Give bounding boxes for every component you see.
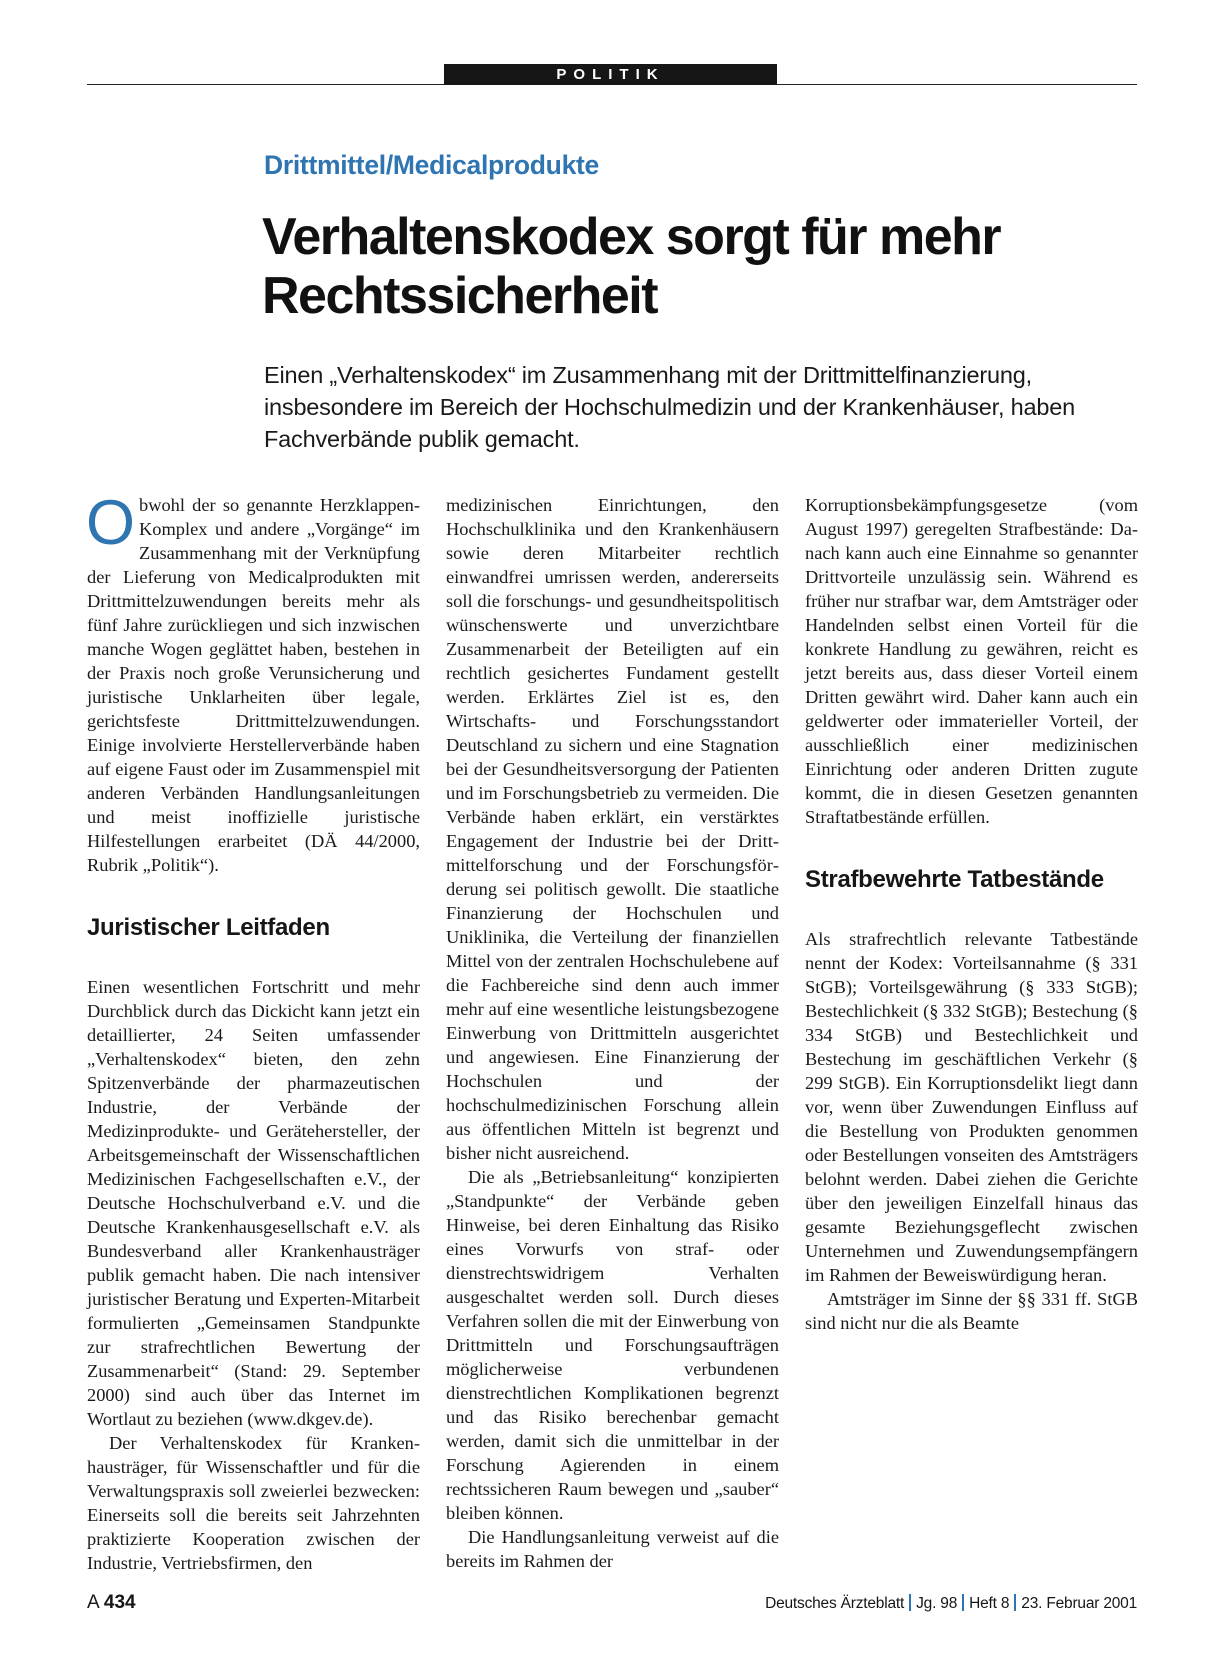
drop-cap: O [86, 488, 136, 558]
article-title: Verhaltenskodex sorgt für mehr Rechtssicherheit [262, 208, 1001, 325]
column-3 [805, 493, 1138, 1335]
paragraph: medizinischen Einrichtungen, den Hochschulklinika und den Krankenhäusern sowie deren Mitarbeiter rechtlich einwandfrei umrissen werden, andererseits soll die forschungs- und gesundheitspolitisch wünschenswerte und unverzichtbare Zusammenarbeit der Beteiligten auf ein rechtlich gesichertes Fundament gestellt werden. Erklärtes Ziel ist es, den Wirtschafts- und Forschungsstandort Deutschland zu sichern und eine Stagnation bei der Gesundheitsversorgung der Patienten und im Forschungsbetrieb zu vermeiden. Die Verbände haben erklärt, ein verstärktes Engagement der Industrie bei der Drittmittelforschung und der Forschungsförderung sei politisch gewollt. Die staatliche Finanzierung der Hochschulen und Uniklinika, die Verteilung der finanziellen Mittel von der zentralen Hochschulebene auf die Fachbereiche sind denn auch immer mehr auf eine wesentliche leistungsbezogene Einwerbung von Drittmitteln ausgerichtet und angewiesen. Eine Finanzierung der Hochschulen und der hochschulmedizinischen Forschung allein aus öffentlichen Mitteln ist begrenzt und bisher nicht ausreichend. [446, 495, 779, 1163]
paragraph: Als strafrechtlich relevante Tatbestände nennt der Kodex: Vorteilsannahme (§ 331 StGB); Vorteilsgewährung (§ 333 StGB); Bestechlichkeit (§ 332 StGB); Bestechung (§ 334 StGB) und Bestechlichkeit und Bestechung im geschäftlichen Verkehr (§ 299 StGB). Ein Korruptionsdelikt liegt dann vor, wenn über Zuwendungen Einfluss auf die Bestellung von Produkten genommen oder Bestellungen vonseiten des Amtsträgers belohnt werden. Dabei ziehen die Gerichte über den jeweiligen Einzelfall hinaus das gesamte Beziehungsgeflecht zwischen Unternehmen und Zuwendungsempfängern im Rahmen der Beweiswürdigung heran. [805, 929, 1138, 1285]
article-kicker: Drittmittel/Medicalprodukte [264, 150, 599, 180]
page-footer [87, 1592, 1137, 1616]
separator [1014, 1594, 1016, 1611]
column-2 [446, 493, 779, 1573]
paragraph: Korruptionsbekämpfungsgesetze (vom August 1997) geregelten Strafbestände: Danach kann auch eine Einnahme so genannter Drittvorteile unzulässig sein. Während es früher nur strafbar war, dem Amtsträger oder Handelnden selbst einen Vorteil für die konkrete Handlung zu gewähren, reicht es jetzt bereits aus, dass dieser Vorteil einem Dritten gewährt wird. Daher kann auch ein geldwerter oder immaterieller Vorteil, der ausschließlich einer medizinischen Einrichtung oder anderen Dritten zugute kommt, die in diesen Gesetzen genannten Straftatbestände erfüllen. [805, 495, 1138, 827]
article-lead: Einen „Verhaltenskodex“ im Zusammenhang mit der Drittmittelfinanzierung, insbesondere im Bereich der Hochschulmedizin und der Krankenhäuser, haben Fachverbände publik gemacht. [264, 362, 1076, 452]
separator [962, 1594, 964, 1611]
section-tag: POLITIK [444, 64, 777, 85]
paragraph: Einen wesentlichen Fortschritt und mehr Durchblick durch das Dickicht kann jetzt ein detaillierter, 24 Seiten umfassender „Verhaltenskodex“ bieten, den zehn Spitzenverbände der pharmazeutischen Industrie, der Verbände der Medizinprodukte- und Gerätehersteller, der Arbeitsgemeinschaft der Wissenschaftlichen Medizinischen Fachgesellschaften e.V., der Deutsche Hochschulverband e.V. und die Deutsche Krankenhausgesellschaft e.V. als Bundesverband aller Krankenhausträger publik gemacht haben. Die nach intensiver juristischer Beratung und Experten-Mitarbeit formulierten „Gemeinsamen Standpunkte zur strafrechtlichen Bewertung der Zusammenarbeit“ (Stand: 29. September 2000) sind auch über das Internet im Wortlaut zu beziehen (www.dkgev.de). [87, 977, 420, 1429]
page-reference [87, 1592, 136, 1614]
page-number: 434 [103, 1592, 136, 1613]
page-prefix: A [87, 1592, 99, 1613]
subheading-juristischer-leitfaden: Juristischer Leitfaden [87, 914, 330, 941]
paragraph: Die als „Betriebsanleitung“ konzipierten „Standpunkte“ der Verbände geben Hinweise, bei deren Einhaltung das Risiko eines Vorwurfs von straf- oder dienstrechtswidrigem Verhalten ausgeschaltet werden soll. Durch dieses Verfahren sollen die mit der Einwerbung von Drittmitteln und Forschungsaufträgen möglicherweise verbundenen dienstrechtlichen Komplikationen begrenzt und das Risiko berechenbar gemacht werden, damit sich die unmittelbar in der Forschung Agierenden in einem rechtssicheren Raum bewegen und „sauber“ bleiben können. [446, 1167, 779, 1523]
journal-name: Deutsches Ärzteblatt [765, 1595, 905, 1612]
paragraph: Die Handlungsanleitung verweist auf die bereits im Rahmen der [446, 1527, 779, 1571]
journal-info [765, 1594, 1137, 1613]
separator [909, 1594, 911, 1611]
column-1 [86, 488, 420, 1575]
subheading-strafbewehrte-tatbestaende: Strafbewehrte Tatbestände [805, 866, 1104, 893]
paragraph-intro: Obwohl der so genannte Herzklappen-Komplex und andere „Vorgänge“ im Zusammenhang mit der Verknüpfung der Lieferung von Medicalprodukten mit Drittmittelzuwendungen bereits mehr als fünf Jahre zurückliegen und sich inzwischen manche Wogen geglättet haben, bestehen in der Praxis noch große Verunsicherung und juristische Unklarheiten über legale, gerichtsfeste Drittmittelzuwendungen. Einige involvierte Herstellerverbände haben auf eigene Faust oder im Zusammenspiel mit anderen Verbänden Handlungsanleitungen und meist inoffizielle juristische Hilfestellungen erarbeitet (DÄ 44/2000, Rubrik „Politik“). [86, 488, 420, 875]
journal-issue: Heft 8 [969, 1595, 1010, 1612]
journal-volume: Jg. 98 [916, 1595, 958, 1612]
paragraph: Der Verhaltenskodex für Krankenhausträger, für Wissenschaftler und für die Verwaltungspraxis soll zweierlei bezwecken: Einerseits soll die bereits seit Jahrzehnten praktizierte Kooperation zwischen der Industrie, Vertriebsfirmen, den [87, 1433, 420, 1573]
paragraph: Amtsträger im Sinne der §§ 331 ff. StGB sind nicht nur die als Beamte [805, 1289, 1138, 1333]
journal-date: 23. Februar 2001 [1021, 1595, 1137, 1612]
